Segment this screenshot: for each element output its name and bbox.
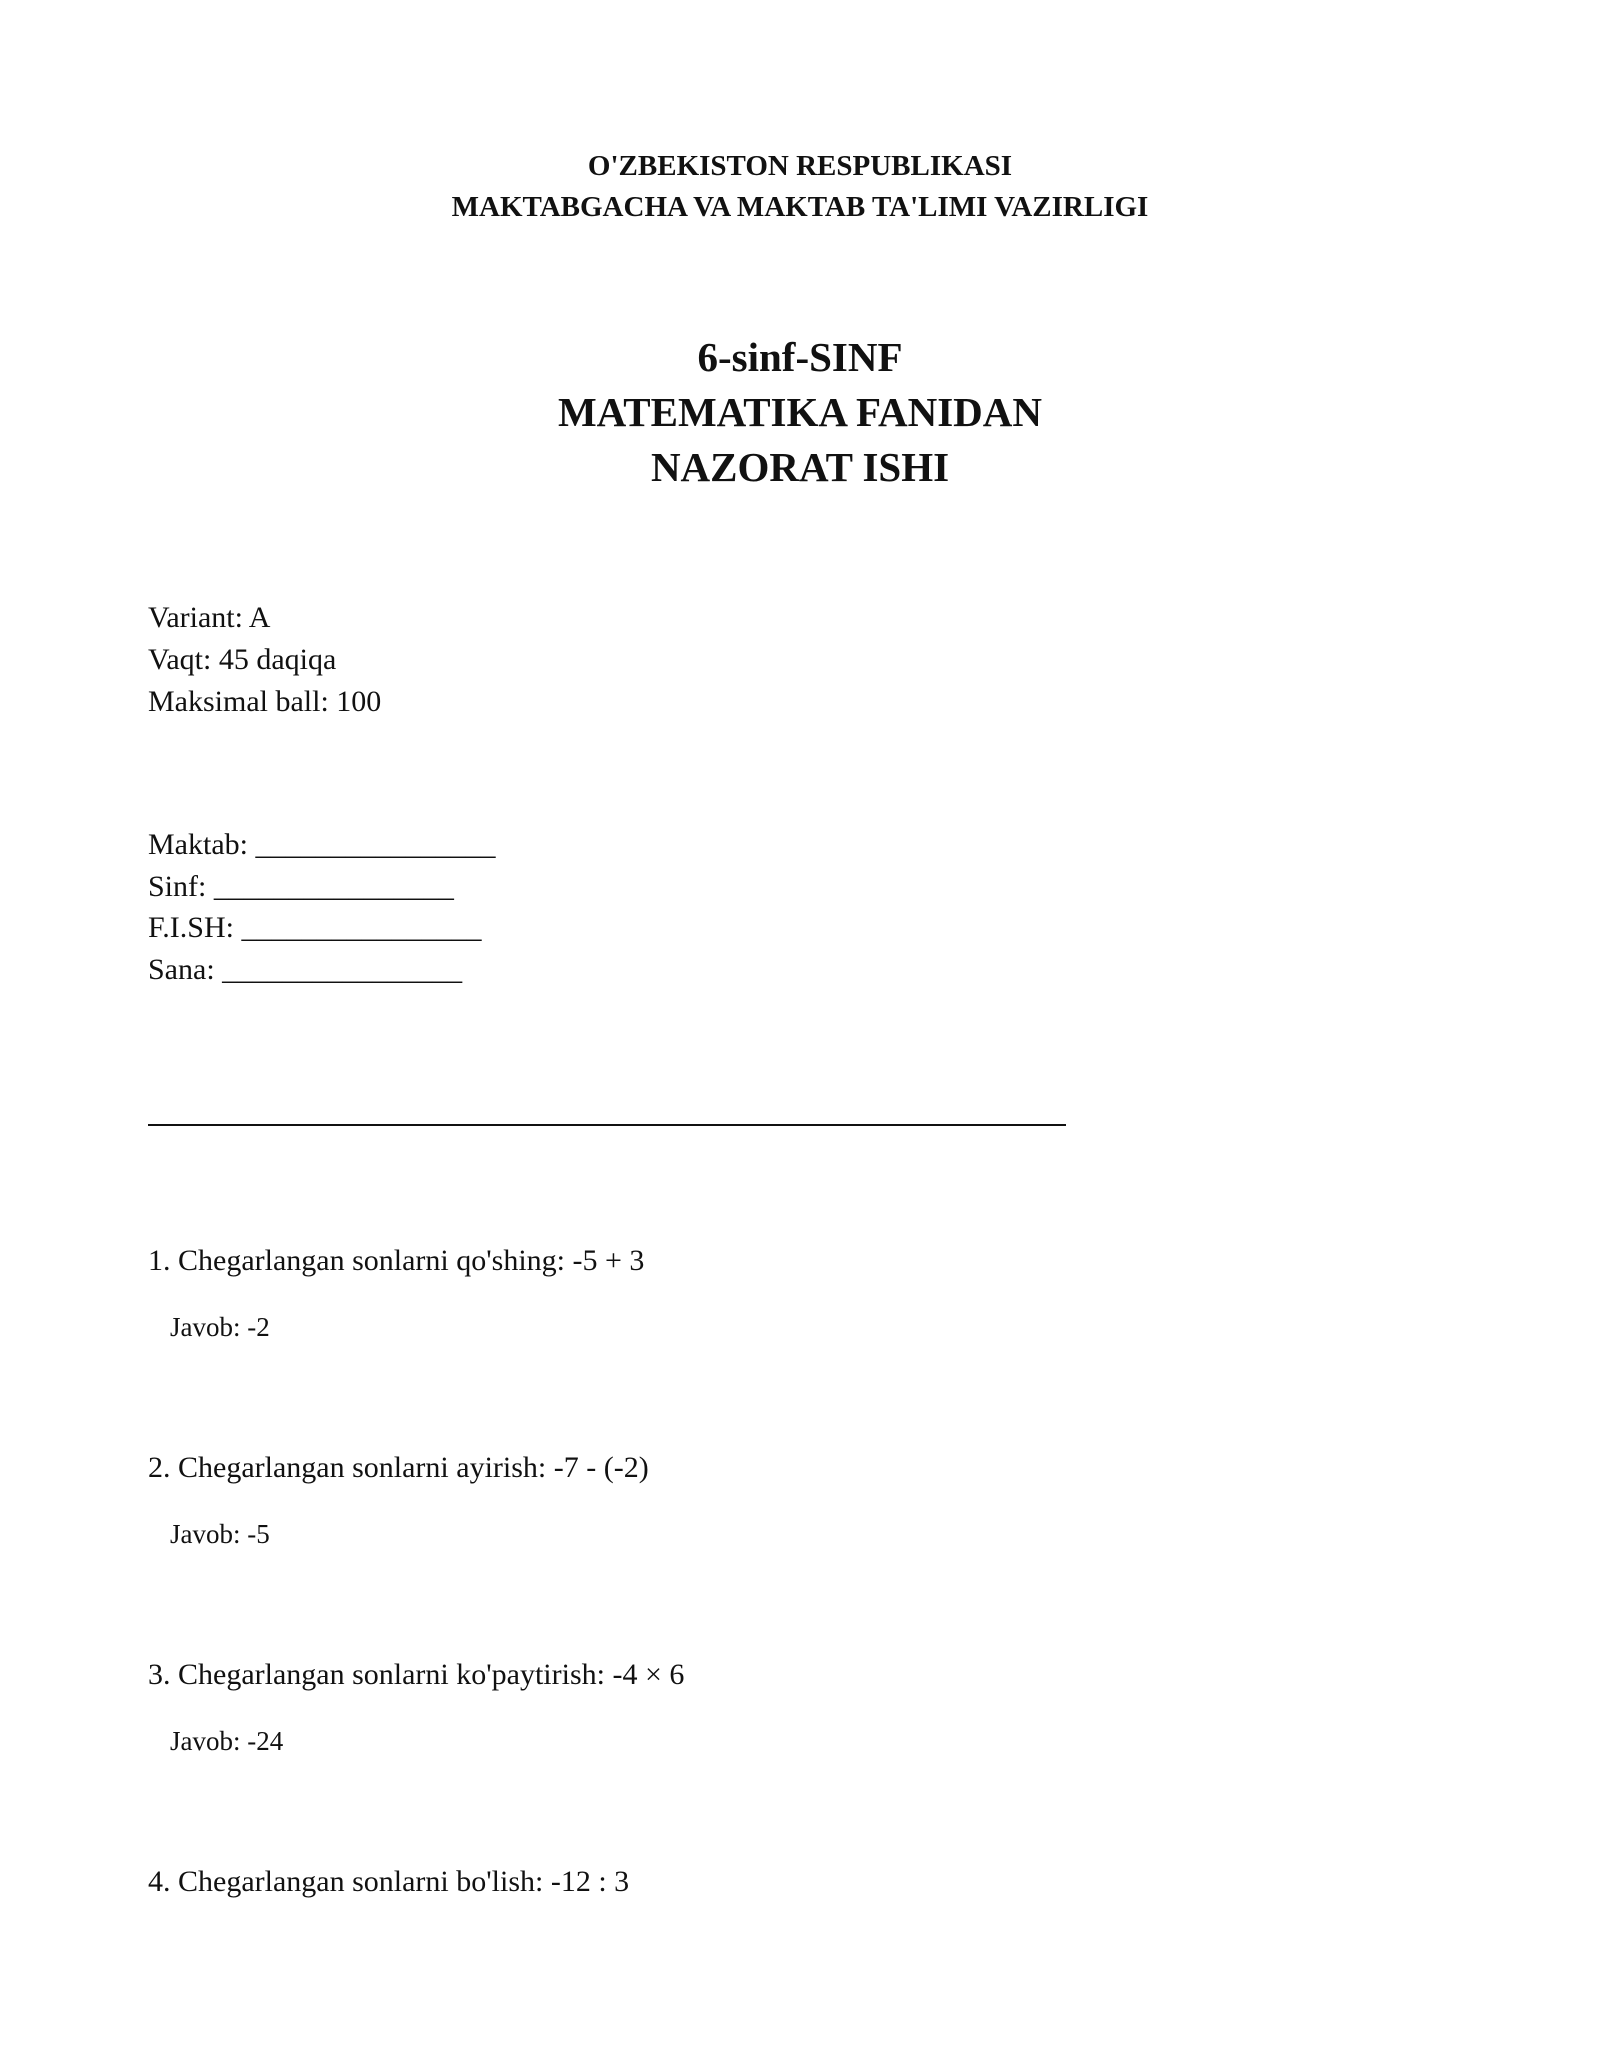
question-3: 3. Chegarlangan sonlarni ko'paytirish: -4 × 6: [148, 1658, 685, 1691]
answer-2: Javob: -5: [170, 1519, 270, 1549]
question-1: 1. Chegarlangan sonlarni qo'shing: -5 + 3: [148, 1244, 645, 1277]
question-2: 2. Chegarlangan sonlarni ayirish: -7 - (-2): [148, 1451, 649, 1484]
name-field: F.I.SH: ________________: [148, 911, 482, 944]
date-field: Sana: ________________: [148, 953, 463, 986]
time-label: Vaqt: 45 daqiqa: [148, 643, 337, 676]
class-field: Sinf: ________________: [148, 870, 454, 903]
school-field: Maktab: ________________: [148, 828, 496, 861]
document-title-grade: 6-sinf-SINF: [697, 334, 903, 380]
max-score-label: Maksimal ball: 100: [148, 685, 382, 718]
answer-3: Javob: -24: [170, 1726, 284, 1756]
document-title-type: NAZORAT ISHI: [650, 444, 950, 490]
question-4: 4. Chegarlangan sonlarni bo'lish: -12 : 3: [148, 1865, 630, 1898]
answer-1: Javob: -2: [170, 1312, 270, 1342]
document-title-subject: MATEMATIKA FANIDAN: [557, 389, 1042, 435]
section-divider: [148, 1124, 1066, 1126]
ministry-header-line-2: MAKTABGACHA VA MAKTAB TA'LIMI VAZIRLIGI: [451, 191, 1149, 223]
ministry-header-line-1: O'ZBEKISTON RESPUBLIKASI: [587, 150, 1013, 182]
variant-label: Variant: A: [148, 601, 271, 634]
